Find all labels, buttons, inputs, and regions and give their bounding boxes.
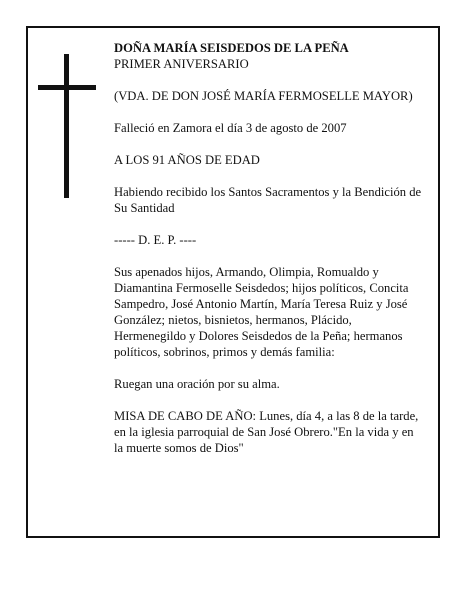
age-text: A LOS 91 AÑOS DE EDAD xyxy=(114,153,260,167)
cross-icon xyxy=(38,54,98,198)
sacraments-text: Habiendo recibido los Santos Sacramentos y la Bendición de Su Santidad xyxy=(114,185,422,215)
cross-horizontal-bar xyxy=(38,85,96,90)
family-list: Sus apenados hijos, Armando, Olimpia, Romualdo y Diamantina Fermoselle Seisdedos; hijos políticos, Concita Sampedro, José Antonio Martín, María Teresa Ruiz y José González; nietos, bisnietos, hermanos, Plácido, Hermenegildo y Dolores Seisdedos de la Peña; hermanos políticos, sobrinos, primos y demás familia: xyxy=(114,265,409,359)
death-date-text: Falleció en Zamora el día 3 de agosto de 2007 xyxy=(114,121,347,135)
notice-text-block xyxy=(114,40,424,456)
deceased-name: DOÑA MARÍA SEISDEDOS DE LA PEÑA xyxy=(114,41,349,55)
anniversary-label: PRIMER ANIVERSARIO xyxy=(114,57,249,71)
rip-text: ----- D. E. P. ---- xyxy=(114,233,197,247)
mass-details: MISA DE CABO DE AÑO: Lunes, día 4, a las 8 de la tarde, en la iglesia parroquial de San José Obrero."En la vida y en la muerte somos de Dios" xyxy=(114,409,419,455)
widow-of-text: (VDA. DE DON JOSÉ MARÍA FERMOSELLE MAYOR) xyxy=(114,89,413,103)
prayer-request: Ruegan una oración por su alma. xyxy=(114,377,280,391)
cross-vertical-bar xyxy=(64,54,69,198)
